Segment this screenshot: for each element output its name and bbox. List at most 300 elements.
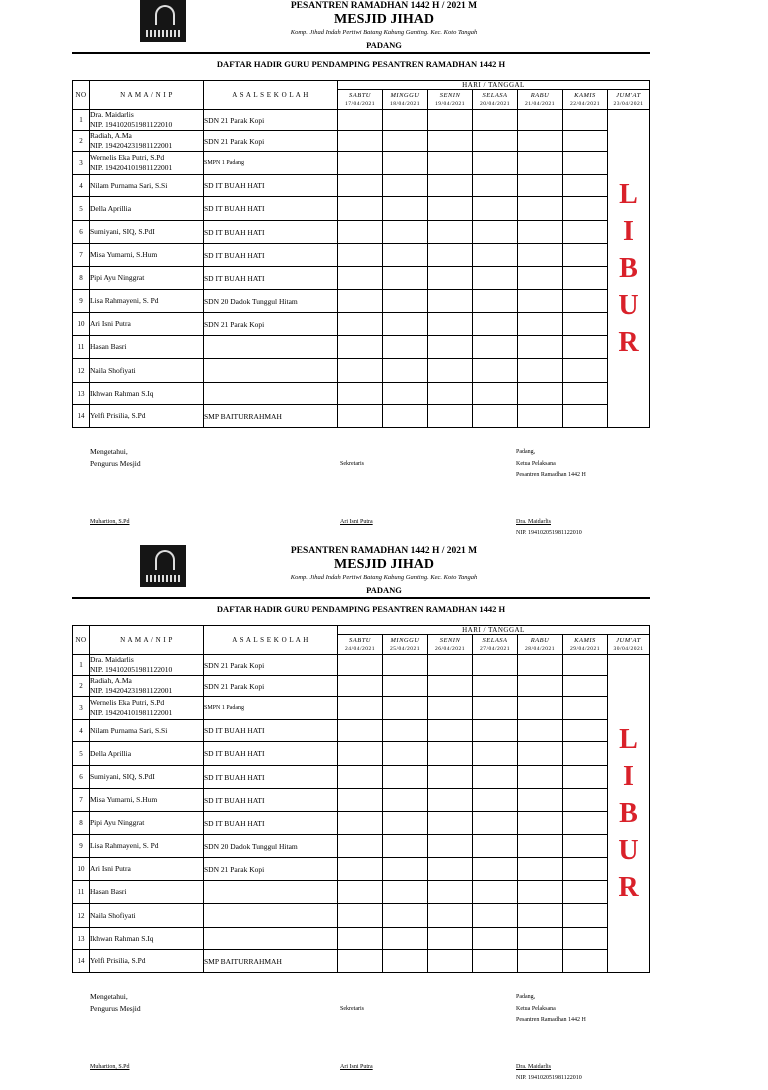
teacher-name: Wernelis Eka Putri, S.Pd [90, 698, 165, 707]
libur-cell [608, 110, 650, 428]
teacher-name-cell [90, 383, 204, 405]
school-cell: SD IT BUAH HATI [204, 742, 338, 766]
row-number: 8 [73, 812, 90, 835]
attendance-cell[interactable] [428, 131, 473, 152]
teacher-name: Misa Yumarni, S.Hum [90, 250, 158, 259]
attendance-cell[interactable] [563, 336, 608, 359]
teacher-name: Ari Isni Putra [90, 864, 131, 873]
day-header [608, 90, 650, 110]
attendance-cell[interactable] [473, 221, 518, 244]
attendance-cell[interactable] [338, 359, 383, 383]
table-row [73, 131, 650, 152]
sign-right-nip: NIP. 194102051981122010 [516, 1075, 582, 1081]
attendance-cell[interactable] [383, 858, 428, 881]
day-header [608, 635, 650, 655]
libur-label: L I B U R [618, 179, 639, 358]
table-row [73, 267, 650, 290]
teacher-name: Hasan Basri [90, 887, 127, 896]
attendance-cell[interactable] [563, 655, 608, 676]
attendance-cell[interactable] [428, 336, 473, 359]
attendance-cell[interactable] [428, 742, 473, 766]
sign-right-name: Dra. Maidarlis [516, 1064, 551, 1070]
mosque-name: MESJID JIHAD [334, 12, 434, 27]
attendance-cell[interactable] [518, 110, 563, 131]
teacher-name-cell [90, 812, 204, 835]
attendance-cell[interactable] [428, 267, 473, 290]
sign-mid-name: Ari Isni Putra [340, 519, 373, 525]
teacher-name: Della Aprillia [90, 748, 132, 758]
attendance-cell[interactable] [383, 405, 428, 428]
teacher-name-cell [90, 405, 204, 428]
row-number: 14 [73, 405, 90, 428]
attendance-cell[interactable] [383, 950, 428, 973]
attendance-cell[interactable] [518, 812, 563, 835]
teacher-name-cell [90, 175, 204, 197]
attendance-cell[interactable] [383, 720, 428, 742]
attendance-cell[interactable] [518, 383, 563, 405]
attendance-table [72, 625, 650, 973]
attendance-cell[interactable] [473, 290, 518, 313]
attendance-cell[interactable] [518, 676, 563, 697]
table-row [73, 835, 650, 858]
attendance-cell[interactable] [473, 881, 518, 904]
attendance-cell[interactable] [563, 881, 608, 904]
attendance-cell[interactable] [383, 383, 428, 405]
attendance-cell[interactable] [383, 766, 428, 789]
day-name: SABTU [349, 636, 371, 644]
attendance-cell[interactable] [563, 928, 608, 950]
row-number: 3 [73, 152, 90, 175]
libur-label: L I B U R [618, 724, 639, 903]
attendance-cell[interactable] [473, 197, 518, 221]
attendance-cell[interactable] [383, 244, 428, 267]
teacher-name: Wernelis Eka Putri, S.Pd [90, 153, 165, 162]
attendance-cell[interactable] [338, 742, 383, 766]
attendance-cell[interactable] [383, 152, 428, 175]
libur-cell [608, 655, 650, 973]
school-cell: SDN 21 Parak Kopi [204, 676, 338, 697]
attendance-sheet-2 [0, 545, 768, 1090]
attendance-cell[interactable] [473, 175, 518, 197]
attendance-cell[interactable] [383, 881, 428, 904]
table-row [73, 720, 650, 742]
teacher-name-cell [90, 131, 204, 152]
teacher-nip: NIP. 194102051981122010 [90, 665, 173, 674]
teacher-name-cell [90, 655, 204, 676]
teacher-name: Dra. Maidarlis [90, 110, 134, 119]
attendance-cell[interactable] [518, 175, 563, 197]
teacher-name-cell [90, 835, 204, 858]
attendance-cell[interactable] [338, 405, 383, 428]
attendance-cell[interactable] [473, 835, 518, 858]
attendance-cell[interactable] [338, 812, 383, 835]
attendance-cell[interactable] [518, 858, 563, 881]
school-cell [204, 881, 338, 904]
teacher-name: Pipi Ayu Ninggrat [90, 818, 145, 827]
attendance-cell[interactable] [563, 197, 608, 221]
attendance-cell[interactable] [518, 950, 563, 973]
attendance-cell[interactable] [338, 336, 383, 359]
attendance-cell[interactable] [473, 267, 518, 290]
attendance-cell[interactable] [563, 676, 608, 697]
row-number: 8 [73, 267, 90, 290]
attendance-cell[interactable] [563, 290, 608, 313]
attendance-cell[interactable] [383, 359, 428, 383]
attendance-cell[interactable] [518, 928, 563, 950]
attendance-cell[interactable] [428, 197, 473, 221]
attendance-cell[interactable] [428, 950, 473, 973]
attendance-cell[interactable] [518, 290, 563, 313]
attendance-cell[interactable] [383, 835, 428, 858]
school-cell [204, 359, 338, 383]
sign-left-label: Mengetahui, [90, 447, 128, 456]
attendance-cell[interactable] [428, 720, 473, 742]
school-cell: SDN 21 Parak Kopi [204, 655, 338, 676]
attendance-cell[interactable] [473, 405, 518, 428]
attendance-cell[interactable] [338, 221, 383, 244]
attendance-cell[interactable] [518, 904, 563, 928]
attendance-cell[interactable] [338, 131, 383, 152]
attendance-cell[interactable] [338, 950, 383, 973]
teacher-name-cell [90, 928, 204, 950]
attendance-cell[interactable] [563, 244, 608, 267]
attendance-cell[interactable] [563, 313, 608, 336]
day-header [473, 90, 518, 110]
attendance-cell[interactable] [428, 313, 473, 336]
col-no-header: NO [73, 626, 90, 655]
teacher-nip: NIP. 194204101981122001 [90, 163, 173, 172]
teacher-name: Lisa Rahmayeni, S. Pd [90, 841, 159, 850]
attendance-cell[interactable] [383, 313, 428, 336]
attendance-cell[interactable] [383, 110, 428, 131]
attendance-cell[interactable] [518, 197, 563, 221]
attendance-cell[interactable] [563, 405, 608, 428]
attendance-cell[interactable] [563, 904, 608, 928]
attendance-cell[interactable] [518, 267, 563, 290]
attendance-cell[interactable] [563, 267, 608, 290]
attendance-cell[interactable] [428, 244, 473, 267]
attendance-cell[interactable] [338, 110, 383, 131]
teacher-name-cell [90, 904, 204, 928]
sign-mid-title: Sekretaris [340, 1006, 364, 1012]
attendance-cell[interactable] [428, 175, 473, 197]
attendance-cell[interactable] [428, 766, 473, 789]
attendance-cell[interactable] [518, 131, 563, 152]
row-number: 5 [73, 197, 90, 221]
attendance-cell[interactable] [383, 742, 428, 766]
attendance-cell[interactable] [428, 789, 473, 812]
attendance-cell[interactable] [338, 197, 383, 221]
attendance-cell[interactable] [383, 789, 428, 812]
teacher-name-cell [90, 766, 204, 789]
table-row [73, 290, 650, 313]
sign-right-nip: NIP. 194102051981122010 [516, 530, 582, 536]
attendance-cell[interactable] [563, 742, 608, 766]
header-rule [72, 597, 650, 599]
sign-right-title: Ketua Pelaksana [516, 461, 556, 467]
attendance-cell[interactable] [428, 383, 473, 405]
attendance-cell[interactable] [473, 313, 518, 336]
attendance-cell[interactable] [338, 881, 383, 904]
attendance-cell[interactable] [473, 152, 518, 175]
attendance-cell[interactable] [338, 383, 383, 405]
attendance-cell[interactable] [563, 175, 608, 197]
col-sekolah-header: A S A L S E K O L A H [204, 81, 338, 110]
event-title: PESANTREN RAMADHAN 1442 H / 2021 M [290, 1, 478, 11]
attendance-cell[interactable] [518, 244, 563, 267]
attendance-cell[interactable] [473, 359, 518, 383]
attendance-cell[interactable] [518, 697, 563, 720]
attendance-cell[interactable] [428, 110, 473, 131]
attendance-cell[interactable] [473, 697, 518, 720]
day-header [518, 635, 563, 655]
sign-left-title: Pengurus Mesjid [90, 459, 141, 468]
teacher-name: Naila Shofiyati [90, 910, 136, 920]
attendance-cell[interactable] [563, 950, 608, 973]
row-number: 10 [73, 858, 90, 881]
attendance-cell[interactable] [473, 655, 518, 676]
attendance-cell[interactable] [473, 766, 518, 789]
teacher-name: Yelfi Prisilia, S.Pd [90, 411, 146, 420]
attendance-cell[interactable] [473, 131, 518, 152]
attendance-cell[interactable] [563, 858, 608, 881]
teacher-name-cell [90, 221, 204, 244]
attendance-cell[interactable] [383, 655, 428, 676]
table-row [73, 742, 650, 766]
attendance-cell[interactable] [428, 221, 473, 244]
teacher-name-cell [90, 742, 204, 766]
sign-right-name: Dra. Maidarlis [516, 519, 551, 525]
attendance-cell[interactable] [563, 383, 608, 405]
city: PADANG [366, 40, 402, 50]
attendance-cell[interactable] [383, 197, 428, 221]
attendance-cell[interactable] [428, 835, 473, 858]
attendance-cell[interactable] [338, 904, 383, 928]
address: Komp. Jihad Indah Pertiwi Batang Kabung Ganting. Kec. Koto Tangah [290, 574, 478, 581]
attendance-cell[interactable] [473, 383, 518, 405]
teacher-name-cell [90, 359, 204, 383]
row-number: 11 [73, 881, 90, 904]
day-name: SENIN [439, 636, 461, 644]
school-cell [204, 904, 338, 928]
attendance-cell[interactable] [518, 766, 563, 789]
attendance-cell[interactable] [338, 789, 383, 812]
attendance-cell[interactable] [563, 131, 608, 152]
attendance-cell[interactable] [428, 359, 473, 383]
table-row [73, 812, 650, 835]
attendance-cell[interactable] [518, 835, 563, 858]
attendance-cell[interactable] [338, 676, 383, 697]
attendance-cell[interactable] [383, 290, 428, 313]
attendance-cell[interactable] [338, 175, 383, 197]
attendance-cell[interactable] [518, 336, 563, 359]
day-date: 28/04/2021 [524, 645, 556, 652]
row-number: 2 [73, 676, 90, 697]
attendance-cell[interactable] [473, 950, 518, 973]
attendance-cell[interactable] [383, 175, 428, 197]
table-row [73, 766, 650, 789]
attendance-cell[interactable] [428, 655, 473, 676]
day-date: 25/04/2021 [389, 645, 421, 652]
attendance-cell[interactable] [518, 720, 563, 742]
attendance-cell[interactable] [518, 152, 563, 175]
row-number: 6 [73, 766, 90, 789]
table-row [73, 383, 650, 405]
attendance-cell[interactable] [428, 812, 473, 835]
school-cell: SMPN 1 Padang [204, 697, 338, 720]
attendance-cell[interactable] [518, 313, 563, 336]
col-hari-header: HARI / TANGGAL [338, 81, 650, 90]
attendance-cell[interactable] [473, 904, 518, 928]
attendance-cell[interactable] [563, 835, 608, 858]
row-number: 1 [73, 110, 90, 131]
attendance-cell[interactable] [428, 405, 473, 428]
teacher-name: Dra. Maidarlis [90, 655, 134, 664]
attendance-cell[interactable] [473, 742, 518, 766]
attendance-cell[interactable] [383, 336, 428, 359]
day-name: SELASA [482, 91, 508, 99]
attendance-cell[interactable] [563, 152, 608, 175]
attendance-cell[interactable] [518, 789, 563, 812]
attendance-cell[interactable] [428, 152, 473, 175]
attendance-cell[interactable] [428, 881, 473, 904]
table-row [73, 904, 650, 928]
school-cell: SD IT BUAH HATI [204, 267, 338, 290]
teacher-name-cell [90, 110, 204, 131]
day-date: 23/04/2021 [613, 100, 644, 107]
day-name: RABU [530, 636, 550, 644]
school-cell [204, 383, 338, 405]
day-date: 21/04/2021 [524, 100, 556, 107]
day-header [338, 90, 383, 110]
attendance-cell[interactable] [473, 928, 518, 950]
attendance-cell[interactable] [473, 110, 518, 131]
teacher-name: Pipi Ayu Ninggrat [90, 273, 145, 282]
teacher-name: Radiah, A.Ma [90, 131, 132, 140]
attendance-cell[interactable] [338, 244, 383, 267]
teacher-name: Ikhwan Rahman S.Iq [90, 388, 154, 398]
row-number: 13 [73, 928, 90, 950]
attendance-cell[interactable] [383, 221, 428, 244]
teacher-nip: NIP. 194204101981122001 [90, 708, 173, 717]
row-number: 9 [73, 290, 90, 313]
table-row [73, 881, 650, 904]
attendance-cell[interactable] [518, 655, 563, 676]
sign-right-event: Pesantren Ramadhan 1442 H [516, 1017, 586, 1023]
attendance-cell[interactable] [338, 835, 383, 858]
attendance-cell[interactable] [338, 655, 383, 676]
table-row [73, 175, 650, 197]
attendance-cell[interactable] [473, 676, 518, 697]
col-no-header: NO [73, 81, 90, 110]
attendance-cell[interactable] [383, 812, 428, 835]
mosque-name: MESJID JIHAD [334, 557, 434, 572]
attendance-cell[interactable] [383, 676, 428, 697]
attendance-cell[interactable] [563, 110, 608, 131]
table-row [73, 676, 650, 697]
attendance-cell[interactable] [338, 720, 383, 742]
row-number: 1 [73, 655, 90, 676]
teacher-name-cell [90, 290, 204, 313]
attendance-cell[interactable] [428, 858, 473, 881]
attendance-cell[interactable] [563, 697, 608, 720]
teacher-name-cell [90, 267, 204, 290]
attendance-cell[interactable] [563, 720, 608, 742]
attendance-cell[interactable] [338, 290, 383, 313]
sign-right-place: Padang, [516, 994, 536, 1000]
sign-left-title: Pengurus Mesjid [90, 1004, 141, 1013]
attendance-cell[interactable] [338, 858, 383, 881]
attendance-cell[interactable] [473, 789, 518, 812]
attendance-cell[interactable] [563, 766, 608, 789]
attendance-cell[interactable] [518, 881, 563, 904]
attendance-cell[interactable] [383, 131, 428, 152]
attendance-cell[interactable] [383, 904, 428, 928]
attendance-cell[interactable] [518, 359, 563, 383]
day-header [563, 90, 608, 110]
attendance-cell[interactable] [428, 928, 473, 950]
attendance-cell[interactable] [383, 697, 428, 720]
table-row [73, 789, 650, 812]
table-row [73, 152, 650, 175]
attendance-cell[interactable] [473, 720, 518, 742]
attendance-cell[interactable] [518, 221, 563, 244]
attendance-cell[interactable] [428, 697, 473, 720]
attendance-cell[interactable] [563, 789, 608, 812]
teacher-name-cell [90, 676, 204, 697]
attendance-cell[interactable] [518, 405, 563, 428]
attendance-cell[interactable] [338, 928, 383, 950]
attendance-cell[interactable] [473, 336, 518, 359]
attendance-cell[interactable] [338, 697, 383, 720]
attendance-cell[interactable] [473, 812, 518, 835]
attendance-cell[interactable] [338, 313, 383, 336]
attendance-cell[interactable] [338, 267, 383, 290]
row-number: 4 [73, 175, 90, 197]
attendance-cell[interactable] [338, 766, 383, 789]
attendance-cell[interactable] [428, 904, 473, 928]
attendance-cell[interactable] [563, 221, 608, 244]
attendance-cell[interactable] [563, 359, 608, 383]
attendance-cell[interactable] [473, 858, 518, 881]
attendance-cell[interactable] [428, 290, 473, 313]
table-row [73, 950, 650, 973]
table-row [73, 336, 650, 359]
col-nama-header: N A M A / N I P [90, 81, 204, 110]
school-cell: SD IT BUAH HATI [204, 221, 338, 244]
day-name: MINGGU [390, 91, 420, 99]
attendance-cell[interactable] [428, 676, 473, 697]
teacher-name: Ari Isni Putra [90, 319, 131, 328]
school-cell: SDN 21 Parak Kopi [204, 131, 338, 152]
day-date: 17/04/2021 [344, 100, 376, 107]
attendance-cell[interactable] [518, 742, 563, 766]
table-row [73, 244, 650, 267]
day-header [473, 635, 518, 655]
row-number: 7 [73, 244, 90, 267]
sign-mid-title: Sekretaris [340, 461, 364, 467]
school-cell: SDN 20 Dadok Tunggul Hitam [204, 290, 338, 313]
attendance-cell[interactable] [383, 267, 428, 290]
school-cell [204, 336, 338, 359]
address: Komp. Jihad Indah Pertiwi Batang Kabung Ganting. Kec. Koto Tangah [290, 29, 478, 36]
attendance-cell[interactable] [563, 812, 608, 835]
attendance-cell[interactable] [338, 152, 383, 175]
attendance-cell[interactable] [383, 928, 428, 950]
day-header [383, 90, 428, 110]
attendance-cell[interactable] [473, 244, 518, 267]
row-number: 10 [73, 313, 90, 336]
